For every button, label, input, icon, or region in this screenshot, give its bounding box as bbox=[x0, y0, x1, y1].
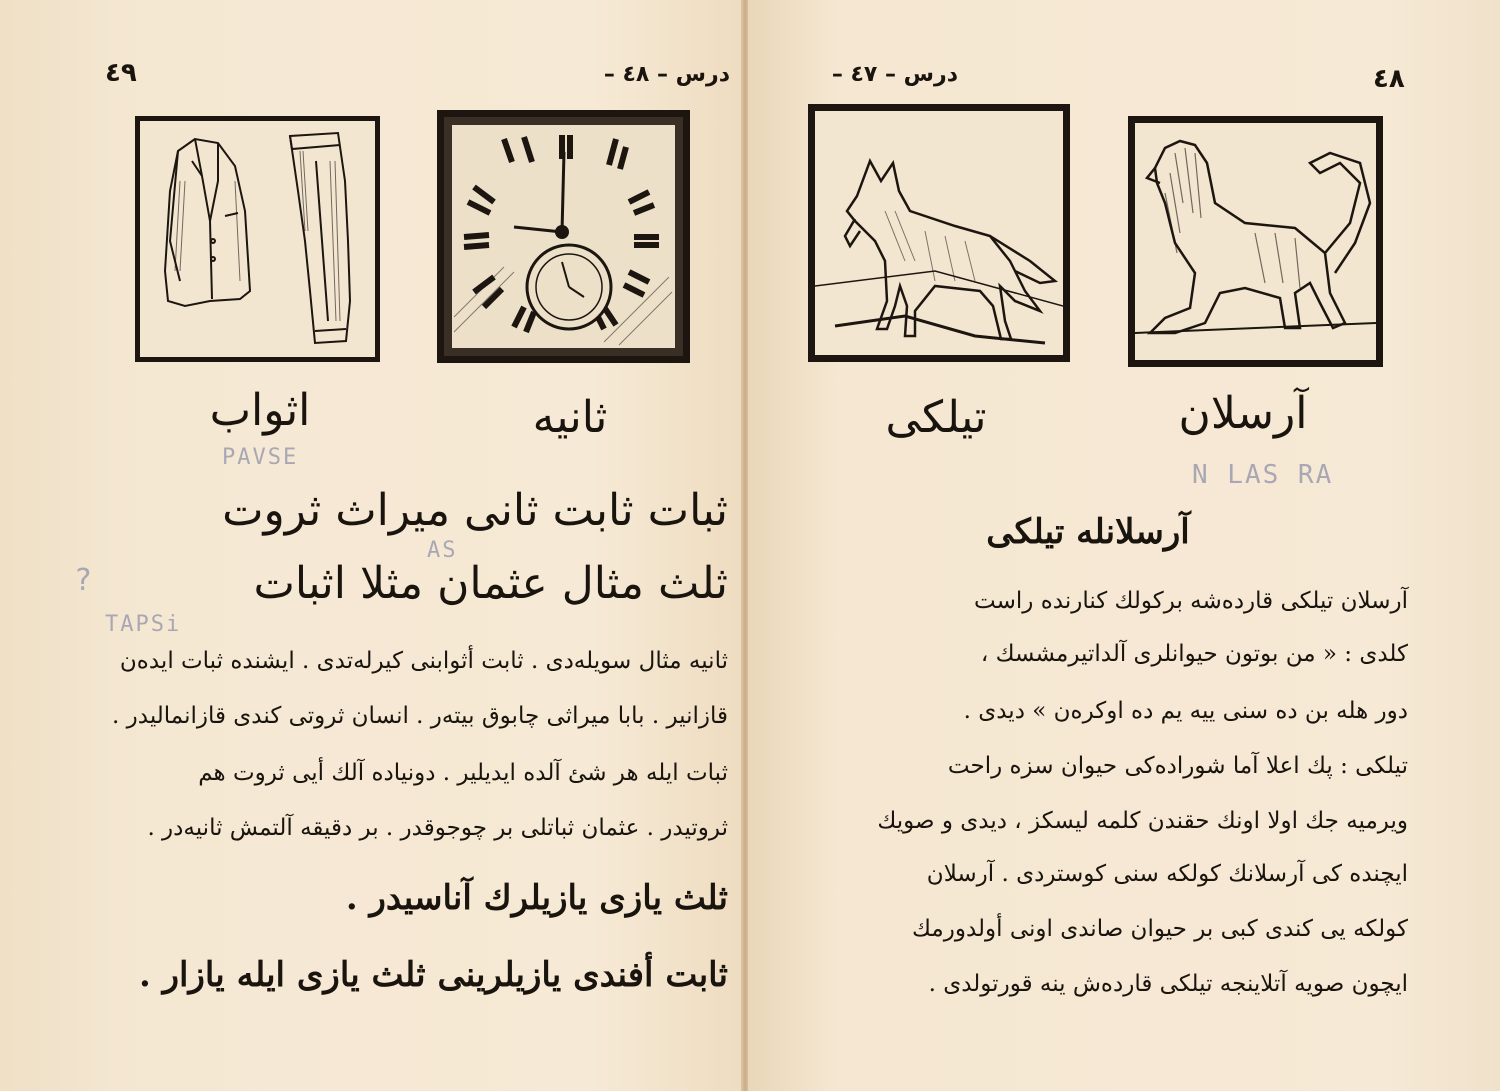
prose-line: دور هله بن ده سنى ييه يم ده اوكرەن » ديدى . bbox=[963, 698, 1408, 724]
prose-line: ثانيه مثال سويلەدى . ثابت أثوابنى كيرلەتدى . ايشنده ثبات ايدەن bbox=[119, 648, 728, 674]
pencil-note: PAVSE bbox=[222, 445, 299, 470]
clock-illustration bbox=[437, 110, 690, 363]
caption-clothes: اثواب bbox=[209, 385, 311, 436]
lesson-header: درس – ٤٧ – bbox=[831, 62, 958, 87]
lion-drawing bbox=[1135, 123, 1376, 360]
prose-line: ويرميه جك اولا اونك حقندن كلمه ليسكز ، ديدى و صويك bbox=[877, 808, 1408, 834]
prose-line: ثبات ايله هر شئ آلده ايديلير . دونيادە آلك أيى ثروت هم bbox=[198, 760, 728, 786]
fox-drawing bbox=[815, 111, 1063, 355]
caption-lion: آرسلان bbox=[1178, 388, 1308, 439]
story-title: آرسلانله تيلكى bbox=[986, 512, 1190, 552]
prose-line: تيلكى : پك اعلا آما شورادەكى حيوان سزه راحت bbox=[947, 753, 1408, 779]
calligraphy-line: ثابت أفندى يازيلرينى ثلث يازى ايله يازار . bbox=[138, 955, 728, 995]
page-number: ٤٨ bbox=[1373, 64, 1405, 94]
lion-illustration bbox=[1128, 116, 1383, 367]
prose-line: كولكه يى كندى كبى بر حيوان صاندى اونى أولدورمك bbox=[912, 916, 1408, 942]
pencil-note: N LAS RA bbox=[1192, 460, 1334, 490]
pencil-note: AS bbox=[427, 538, 458, 563]
prose-line: ايچون صويه آتلاينجه تيلكى قاردەش ينه قورتولدى . bbox=[928, 971, 1408, 997]
calligraphy-line: ثلث يازى يازيلرك آناسيدر . bbox=[345, 878, 728, 918]
vocab-line: ثلث مثال عثمان مثلا اثبات bbox=[253, 558, 728, 609]
pencil-note: TAPSi bbox=[105, 612, 182, 637]
vocab-line: ثبات ثابت ثانى ميراث ثروت bbox=[222, 485, 728, 536]
suit-illustration bbox=[135, 116, 380, 362]
fox-illustration bbox=[808, 104, 1070, 362]
prose-line: قازانير . بابا ميراثى چابوق بيتەر . انسان ثروتى كندى قازانماليدر . bbox=[112, 703, 728, 729]
pencil-note: ? bbox=[74, 563, 95, 598]
page-number: ٤٩ bbox=[105, 58, 137, 88]
right-page bbox=[748, 0, 1500, 1091]
caption-fox: تيلكى bbox=[885, 392, 987, 443]
prose-line: آرسلان تيلكى قاردەشه بركولك كنارنده راست bbox=[974, 588, 1408, 614]
prose-line: كلدى : « من بوتون حيوانلرى آلداتيرمشسك ، bbox=[980, 641, 1408, 667]
prose-line: ايچنده كى آرسلانك كولكه سنى كوستردى . آرسلان bbox=[926, 861, 1408, 887]
left-page bbox=[0, 0, 745, 1091]
caption-clock: ثانيه bbox=[532, 392, 608, 443]
lesson-header: درس – ٤٨ – bbox=[603, 62, 730, 87]
prose-line: ثروتيدر . عثمان ثباتلى بر چوجوقدر . بر دقيقه آلتمش ثانيەدر . bbox=[147, 815, 728, 841]
clock-drawing bbox=[444, 117, 683, 356]
suit-drawing bbox=[140, 121, 375, 357]
